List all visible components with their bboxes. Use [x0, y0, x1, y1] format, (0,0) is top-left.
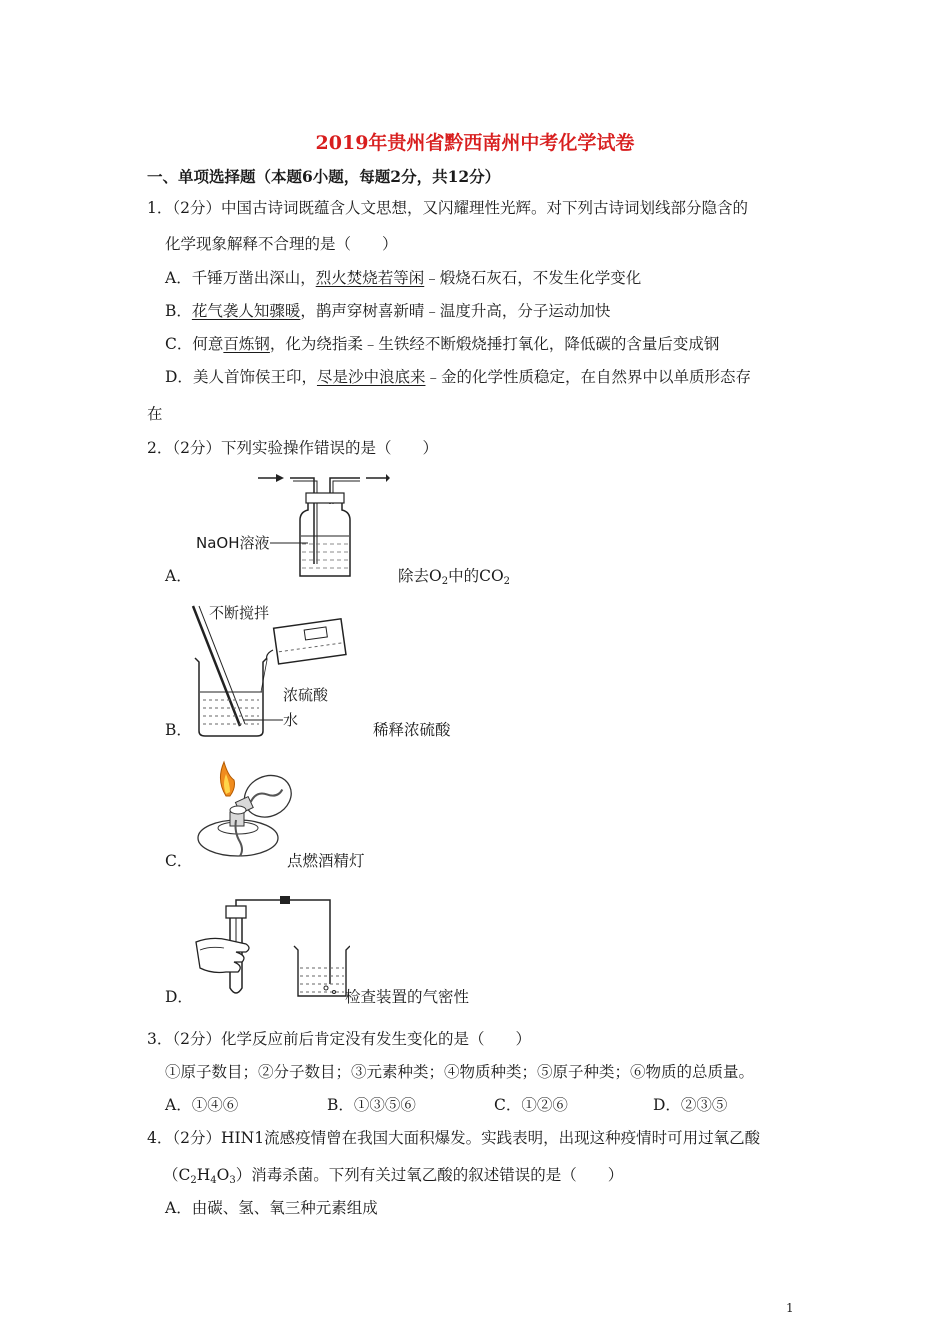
q4-stem-line1: HIN1流感疫情曾在我国大面积爆发。实践表明，出现这种疫情时可用过氧乙酸 [221, 1129, 761, 1147]
option-label: B． [165, 302, 192, 320]
q4-option-a: A．由碳、氢、氧三种元素组成 [165, 1199, 378, 1217]
q1-score: （2分） [172, 199, 221, 217]
caption-text: 中的CO [448, 567, 504, 585]
stir-label: 不断搅拌 [209, 604, 270, 622]
option-text: ﹣金的化学性质稳定，在自然界中以单质形态存 [425, 368, 751, 386]
option-text: 何意 [192, 335, 224, 353]
q2-number: 2． [147, 439, 173, 457]
subscript: 3 [229, 1175, 236, 1186]
q1-option-d-continued: 在 [147, 405, 163, 423]
q4-stem-line2 [163, 1165, 623, 1185]
alcohol-lamp-figure [188, 758, 293, 863]
underlined-text: 尽是沙中浪底来 [316, 368, 426, 386]
formula-text: H [196, 1166, 211, 1184]
underlined-text: 百炼钢 [223, 335, 270, 353]
q1-stem-line2: 化学现象解释不合理的是（ ） [165, 235, 398, 253]
subscript: 2 [503, 576, 511, 587]
airtightness-check-figure [190, 888, 350, 1003]
q1-option-c [165, 334, 719, 354]
q4-number: 4． [147, 1129, 173, 1147]
dilute-acid-figure [185, 596, 355, 741]
q1-number: 1． [147, 199, 173, 217]
subscript: 2 [190, 1175, 197, 1186]
q2-option-a-label: A． [165, 567, 192, 585]
q2-option-a-caption [398, 566, 510, 586]
caption-text: 除去O [398, 567, 442, 585]
subscript: 4 [210, 1175, 217, 1186]
q1-option-d [165, 367, 751, 387]
formula-text: O [216, 1166, 230, 1184]
q4-score: （2分） [172, 1129, 221, 1147]
q3-option-a: A．①④⑥ [165, 1096, 239, 1114]
option-label: A． [165, 269, 192, 287]
q3-option-d: D．②③⑤ [653, 1096, 728, 1114]
option-text: ，鹊声穿树喜新晴﹣温度升高，分子运动加快 [300, 302, 611, 320]
q1-option-b [165, 301, 610, 321]
option-text: 美人首饰侯王印， [192, 368, 317, 386]
q3-items: ①原子数目；②分子数目；③元素种类；④物质种类；⑤原子种类；⑥物质的总质量。 [165, 1063, 755, 1081]
q2-score: （2分） [172, 439, 221, 457]
naoh-solution-label: NaOH溶液 [196, 534, 270, 552]
q2-stem-text: 下列实验操作错误的是（ ） [221, 439, 439, 457]
q3-stem-text: 化学反应前后肯定没有发生变化的是（ ） [221, 1030, 532, 1048]
question-1-stem [147, 198, 748, 218]
q3-score: （2分） [172, 1030, 221, 1048]
option-label: C． [165, 335, 193, 353]
underlined-text: 花气袭人知骤暖 [191, 302, 301, 320]
q1-option-a [165, 268, 641, 288]
q3-number: 3． [147, 1030, 173, 1048]
acid-label: 浓硫酸 [283, 686, 329, 704]
section-heading: 一、单项选择题（本题6小题，每题2分，共12分） [147, 167, 501, 186]
q2-option-b-caption: 稀释浓硫酸 [373, 721, 451, 739]
q2-option-c-caption: 点燃酒精灯 [287, 852, 365, 870]
q2-option-d-label: D． [165, 988, 193, 1006]
option-label: D． [165, 368, 193, 386]
question-2-stem [147, 438, 438, 458]
page-title: 2019年贵州省黔西南州中考化学试卷 [315, 132, 635, 154]
option-text: 千锤万凿出深山， [191, 269, 316, 287]
underlined-text: 烈火焚烧若等闲 [315, 269, 425, 287]
option-text: ﹣煅烧石灰石，不发生化学变化 [424, 269, 642, 287]
question-4-stem [147, 1128, 760, 1148]
question-3-stem [147, 1029, 531, 1049]
q2-option-b-label: B． [165, 721, 192, 739]
q1-stem-line1: 中国古诗词既蕴含人文思想，又闪耀理性光辉。对下列古诗词划线部分隐含的 [221, 199, 749, 217]
water-label: 水 [283, 711, 299, 729]
q3-option-c: C．①②⑥ [494, 1096, 568, 1114]
q2-option-d-caption: 检查装置的气密性 [345, 988, 470, 1006]
subscript: 2 [441, 576, 449, 587]
gas-washing-bottle-figure [190, 466, 390, 586]
page-number: 1 [786, 1301, 794, 1315]
option-text: ，化为绕指柔﹣生铁经不断煅烧捶打氧化，降低碳的含量后变成钢 [269, 335, 720, 353]
q4-stem-text: ）消毒杀菌。下列有关过氧乙酸的叙述错误的是（ ） [235, 1166, 624, 1184]
q3-option-b: B．①③⑤⑥ [327, 1096, 416, 1114]
formula-text: （C [163, 1166, 191, 1184]
q2-option-c-label: C． [165, 852, 193, 870]
